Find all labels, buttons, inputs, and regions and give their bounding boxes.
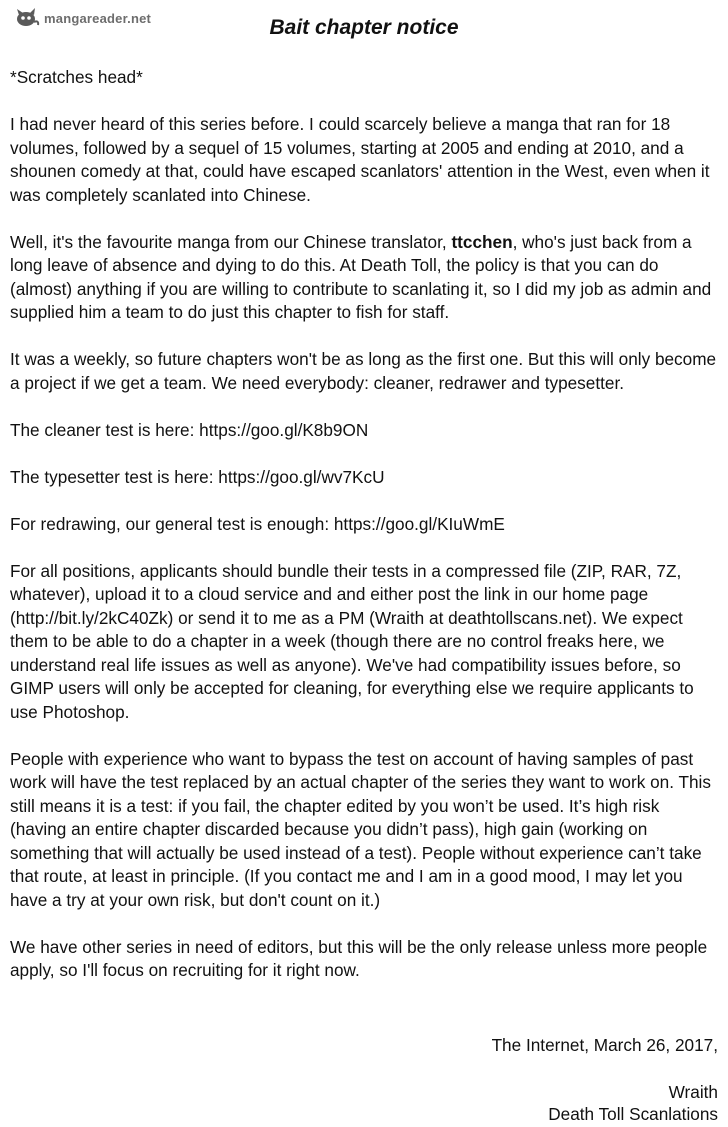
paragraph-translator bbox=[10, 231, 718, 325]
notice-body bbox=[10, 66, 718, 1006]
typesetter-test-link[interactable]: The typesetter test is here: https://goo.gl/wv7KcU bbox=[10, 466, 385, 487]
redrawing-test-link[interactable]: For redrawing, our general test is enough: https://goo.gl/KIuWmE bbox=[10, 513, 505, 534]
paragraph-intro: *Scratches head* bbox=[10, 67, 143, 87]
page-title: Bait chapter notice bbox=[269, 16, 459, 39]
cleaner-test-link[interactable]: The cleaner test is here: https://goo.gl/K8b9ON bbox=[10, 419, 369, 440]
signature-group: Death Toll Scanlations bbox=[548, 1104, 718, 1124]
paragraph-series-background: I had never heard of this series before. I could scarcely believe a manga that ran for 18 volumes, followed by a sequel of 15 volumes, starting at 2005 and ending at 2010, and a shounen comedy at that, could have escaped scanlators' attention in the West, even when it was completely scanlated into Chinese. bbox=[10, 114, 710, 205]
watermark-text: mangareader.net bbox=[44, 10, 152, 26]
paragraph-translator-text-a: Well, it's the favourite manga from our Chinese translator, bbox=[10, 231, 452, 252]
translator-name: ttcchen bbox=[451, 231, 513, 252]
paragraph-experienced-applicants: People with experience who want to bypass the test on account of having samples of past work will have the test replaced by an actual chapter of the series they want to work on. This still means it is a test: if you fail, the chapter edited by you won’t be used. It’s high risk (having an entire chapter discarded because you didn’t pass), high gain (working on something that will actually be used instead of a test). People without experience can’t take that route, at least in principle. (If you contact me and I am in a good mood, I may let you have a try at your own risk, but don't count on it.) bbox=[10, 748, 711, 910]
paragraph-team-needed: It was a weekly, so future chapters won't be as long as the first one. But this will only become a project if we get a team. We need everybody: cleaner, redrawer and typesetter. bbox=[10, 349, 717, 393]
paragraph-translator-text-b: , who's just back from a long leave of absence and dying to do this. At Death Toll, the policy is that you can do (almost) anything if you are willing to contribute to scanlating it, so I did my job as admin and supplied him a team to do just this chapter to fish for staff. bbox=[10, 231, 712, 322]
paragraph-application-instructions: For all positions, applicants should bundle their tests in a compressed file (ZIP, RAR, 7Z, whatever), upload it to a cloud service and and either post the link in our home page (http://bit.ly/2kC40Zk) or send it to me as a PM (Wraith at deathtollscans.net). We expect them to be able to do a chapter in a week (though there are no control freaks here, we understand real life issues as well as anyone). We've had compatibility issues before, so GIMP users will only be accepted for cleaning, for everything else we require applicants to use Photoshop. bbox=[10, 560, 694, 722]
date-line: The Internet, March 26, 2017, bbox=[491, 1035, 718, 1055]
signature-name: Wraith bbox=[668, 1082, 718, 1102]
paragraph-closing: We have other series in need of editors, but this will be the only release unless more people apply, so I'll focus on recruiting for it right now. bbox=[10, 936, 708, 980]
